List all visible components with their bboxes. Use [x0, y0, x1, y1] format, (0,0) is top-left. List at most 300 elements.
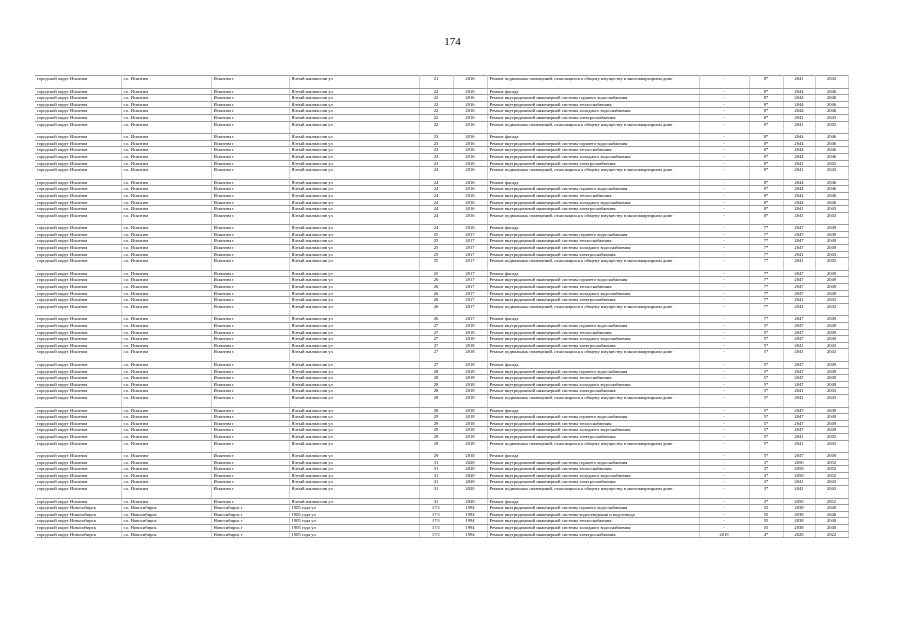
table-cell-settlement-type: г.о. Искитим — [121, 101, 211, 108]
table-cell-work-type: Ремонт фасада — [487, 88, 699, 95]
table-cell-work-type: Ремонт фасада — [487, 361, 699, 368]
table-cell-year-built: 2016 — [453, 114, 487, 121]
table-cell-district: городской округ Искитим — [35, 160, 121, 167]
table-row — [35, 277, 848, 284]
table-cell-cost-code: 8* — [749, 153, 783, 160]
table-cell-street: Ялтый жилмассив ул — [289, 212, 419, 225]
table-cell-street: Ялтый жилмассив ул — [289, 251, 419, 258]
table-cell-district: городской округ Искитим — [35, 284, 121, 291]
table-cell-work-type: Ремонт внутридомовой инженерной системы электроснабжения — [487, 342, 699, 349]
table-cell-start-year: 2041 — [783, 440, 815, 453]
table-cell-settlement-type: г.о. Искитим — [121, 121, 211, 134]
table-cell-district: городской округ Искитим — [35, 238, 121, 245]
table-cell-settlement-type: г.о. Искитим — [121, 440, 211, 453]
table-row — [35, 186, 848, 193]
table-cell-house: 29 — [419, 414, 453, 421]
table-cell-year-built: 2016 — [453, 76, 487, 89]
table-cell-cost-code: 5* — [749, 375, 783, 382]
table-cell-settlement: Искитим г — [211, 433, 289, 440]
table-cell-year-built: 2018 — [453, 342, 487, 349]
table-cell-cost-code: 8* — [749, 101, 783, 108]
table-cell-start-year: 2047 — [783, 231, 815, 238]
table-cell-street: Ялтый жилмассив ул — [289, 290, 419, 297]
table-cell-house: 23 — [419, 134, 453, 141]
table-cell-house: 29 — [419, 440, 453, 453]
table-cell-street: Ялтый жилмассив ул — [289, 486, 419, 499]
table-cell-start-year: 2044 — [783, 153, 815, 160]
table-row — [35, 238, 848, 245]
table-row — [35, 290, 848, 297]
table-cell-district: городской округ Искитим — [35, 459, 121, 466]
table-cell-start-year: 2044 — [783, 108, 815, 115]
table-cell-house: 22 — [419, 114, 453, 121]
table-cell-street: 1905 года ул — [289, 525, 419, 532]
table-cell-house: 31 — [419, 479, 453, 486]
table-cell-cost-code: 5* — [749, 329, 783, 336]
table-cell-cost-code: 8* — [749, 212, 783, 225]
table-cell-settlement-type: г.о. Искитим — [121, 375, 211, 382]
table-cell-start-year: 2038 — [783, 511, 815, 518]
table-cell-settlement-type: г.о. Искитим — [121, 140, 211, 147]
table-cell-district: городской округ Искитим — [35, 212, 121, 225]
table-cell-start-year: 2050 — [783, 466, 815, 473]
table-cell-year-built: 1994 — [453, 511, 487, 518]
table-cell-completed-year: - — [699, 147, 749, 154]
table-cell-start-year: 2041 — [783, 251, 815, 258]
table-row — [35, 192, 848, 199]
table-cell-work-type: Ремонт внутридомовой инженерной системы теплоснабжения — [487, 420, 699, 427]
table-cell-settlement: Искитим г — [211, 486, 289, 499]
table-row — [35, 121, 848, 134]
table-cell-settlement-type: г.о. Искитим — [121, 486, 211, 499]
table-cell-settlement: Новосибирск г — [211, 505, 289, 512]
table-cell-year-built: 2016 — [453, 88, 487, 95]
table-cell-start-year: 2044 — [783, 179, 815, 186]
table-cell-work-type: Ремонт подвальных помещений, относящихся к общему имуществу в многоквартирном доме — [487, 212, 699, 225]
table-cell-end-year: 2043 — [815, 160, 848, 167]
table-cell-year-built: 2016 — [453, 206, 487, 213]
table-cell-settlement: Искитим г — [211, 167, 289, 180]
table-cell-cost-code: 8* — [749, 179, 783, 186]
table-cell-year-built: 2017 — [453, 270, 487, 277]
table-row — [35, 381, 848, 388]
table-row — [35, 245, 848, 252]
table-cell-year-built: 2016 — [453, 192, 487, 199]
table-cell-settlement-type: г.о. Искитим — [121, 284, 211, 291]
table-cell-work-type: Ремонт внутридомовой инженерной системы холодного водоснабжения — [487, 245, 699, 252]
table-cell-house: 26 — [419, 303, 453, 316]
table-cell-work-type: Ремонт подвальных помещений, относящихся к общему имуществу в многоквартирном доме — [487, 394, 699, 407]
table-cell-start-year: 2044 — [783, 101, 815, 108]
table-cell-end-year: 2049 — [815, 225, 848, 232]
table-cell-house: 28 — [419, 388, 453, 395]
table-cell-cost-code: 3* — [749, 498, 783, 505]
table-cell-year-built: 2016 — [453, 147, 487, 154]
table-cell-end-year: 2049 — [815, 290, 848, 297]
table-cell-settlement-type: г.о. Искитим — [121, 394, 211, 407]
table-cell-settlement-type: г.о. Искитим — [121, 199, 211, 206]
table-cell-year-built: 2017 — [453, 303, 487, 316]
table-cell-work-type: Ремонт внутридомовой инженерной системы теплоснабжения — [487, 466, 699, 473]
table-cell-street: 1905 года ул — [289, 505, 419, 512]
table-cell-district: городской округ Искитим — [35, 368, 121, 375]
table-cell-start-year: 2041 — [783, 76, 815, 89]
table-cell-district: городской округ Новосибирск — [35, 511, 121, 518]
table-cell-district: городской округ Искитим — [35, 394, 121, 407]
table-cell-start-year: 2047 — [783, 270, 815, 277]
table-cell-settlement-type: г.о. Искитим — [121, 381, 211, 388]
table-cell-settlement: Искитим г — [211, 329, 289, 336]
table-cell-year-built: 2016 — [453, 225, 487, 232]
table-cell-street: Ялтый жилмассив ул — [289, 414, 419, 421]
table-cell-settlement: Искитим г — [211, 420, 289, 427]
table-cell-street: Ялтый жилмассив ул — [289, 303, 419, 316]
table-cell-completed-year: - — [699, 349, 749, 362]
table-cell-cost-code: 8* — [749, 134, 783, 141]
table-cell-end-year: 2049 — [815, 361, 848, 368]
table-cell-district: городской округ Искитим — [35, 427, 121, 434]
table-cell-house: 23 — [419, 147, 453, 154]
table-cell-cost-code: 3* — [749, 459, 783, 466]
table-cell-house: 26 — [419, 316, 453, 323]
table-cell-work-type: Ремонт фасада — [487, 407, 699, 414]
table-cell-settlement: Искитим г — [211, 231, 289, 238]
table-cell-settlement: Искитим г — [211, 459, 289, 466]
table-cell-house: 25 — [419, 231, 453, 238]
table-cell-settlement-type: г.о. Искитим — [121, 368, 211, 375]
table-cell-completed-year: - — [699, 108, 749, 115]
table-cell-end-year: 2046 — [815, 95, 848, 102]
table-cell-completed-year: - — [699, 95, 749, 102]
table-cell-district: городской округ Искитим — [35, 486, 121, 499]
table-cell-settlement: Искитим г — [211, 388, 289, 395]
table-cell-year-built: 2017 — [453, 290, 487, 297]
table-cell-house: 17/1 — [419, 531, 453, 538]
table-cell-completed-year: - — [699, 466, 749, 473]
table-cell-year-built: 2018 — [453, 453, 487, 460]
table-cell-street: Ялтый жилмассив ул — [289, 420, 419, 427]
table-cell-street: Ялтый жилмассив ул — [289, 101, 419, 108]
table-cell-settlement-type: г.о. Искитим — [121, 316, 211, 323]
table-cell-settlement-type: г.о. Новосибирск — [121, 511, 211, 518]
table-cell-house: 26 — [419, 290, 453, 297]
table-cell-street: Ялтый жилмассив ул — [289, 361, 419, 368]
table-cell-cost-code: 5* — [749, 414, 783, 421]
table-cell-settlement-type: г.о. Искитим — [121, 388, 211, 395]
table-row — [35, 368, 848, 375]
table-cell-settlement-type: г.о. Искитим — [121, 361, 211, 368]
table-cell-completed-year: - — [699, 134, 749, 141]
table-cell-work-type: Ремонт внутридомовой инженерной системы теплоснабжения — [487, 284, 699, 291]
table-cell-settlement-type: г.о. Искитим — [121, 134, 211, 141]
table-cell-street: Ялтый жилмассив ул — [289, 225, 419, 232]
table-cell-settlement-type: г.о. Искитим — [121, 349, 211, 362]
table-cell-district: городской округ Искитим — [35, 290, 121, 297]
table-row — [35, 323, 848, 330]
table-cell-settlement: Искитим г — [211, 440, 289, 453]
table-cell-year-built: 2017 — [453, 238, 487, 245]
table-cell-district: городской округ Искитим — [35, 388, 121, 395]
table-cell-house: 23 — [419, 160, 453, 167]
table-cell-settlement-type: г.о. Искитим — [121, 459, 211, 466]
table-cell-settlement: Искитим г — [211, 238, 289, 245]
table-cell-cost-code: 8* — [749, 206, 783, 213]
table-cell-start-year: 2041 — [783, 297, 815, 304]
table-cell-completed-year: - — [699, 420, 749, 427]
table-cell-completed-year: - — [699, 375, 749, 382]
table-cell-end-year: 2046 — [815, 108, 848, 115]
table-cell-work-type: Ремонт фасада — [487, 179, 699, 186]
table-cell-cost-code: 7* — [749, 284, 783, 291]
table-cell-year-built: 2017 — [453, 297, 487, 304]
table-cell-completed-year: - — [699, 440, 749, 453]
table-cell-cost-code: 8* — [749, 147, 783, 154]
table-cell-settlement: Искитим г — [211, 284, 289, 291]
table-cell-year-built: 2016 — [453, 95, 487, 102]
table-cell-settlement-type: г.о. Искитим — [121, 76, 211, 89]
table-cell-house: 28 — [419, 375, 453, 382]
table-cell-year-built: 2020 — [453, 459, 487, 466]
table-cell-work-type: Ремонт внутридомовой инженерной системы электроснабжения — [487, 479, 699, 486]
table-cell-house: 27 — [419, 349, 453, 362]
table-cell-end-year: 2043 — [815, 349, 848, 362]
table-cell-work-type: Ремонт внутридомовой инженерной системы теплоснабжения — [487, 101, 699, 108]
table-cell-settlement: Искитим г — [211, 153, 289, 160]
table-cell-settlement-type: г.о. Искитим — [121, 323, 211, 330]
table-cell-settlement: Искитим г — [211, 121, 289, 134]
table-cell-end-year: 2040 — [815, 518, 848, 525]
table-cell-year-built: 2018 — [453, 420, 487, 427]
table-cell-end-year: 2049 — [815, 336, 848, 343]
table-row — [35, 440, 848, 453]
table-cell-completed-year: - — [699, 518, 749, 525]
table-body — [35, 76, 848, 538]
table-cell-house: 23 — [419, 167, 453, 180]
table-cell-house: 25 — [419, 251, 453, 258]
table-cell-house: 23 — [419, 153, 453, 160]
table-cell-completed-year: - — [699, 140, 749, 147]
table-cell-street: Ялтый жилмассив ул — [289, 134, 419, 141]
table-cell-house: 25 — [419, 270, 453, 277]
table-row — [35, 231, 848, 238]
table-cell-end-year: 2049 — [815, 329, 848, 336]
table-cell-work-type: Ремонт внутридомовой инженерной системы горячего водоснабжения — [487, 323, 699, 330]
table-cell-settlement: Искитим г — [211, 270, 289, 277]
table-cell-completed-year: - — [699, 433, 749, 440]
table-cell-settlement-type: г.о. Искитим — [121, 407, 211, 414]
table-cell-street: Ялтый жилмассив ул — [289, 472, 419, 479]
table-row — [35, 420, 848, 427]
table-cell-end-year: 2043 — [815, 342, 848, 349]
table-cell-end-year: 2052 — [815, 472, 848, 479]
table-cell-completed-year: - — [699, 290, 749, 297]
table-cell-work-type: Ремонт фасада — [487, 270, 699, 277]
table-cell-settlement-type: г.о. Искитим — [121, 414, 211, 421]
table-cell-street: Ялтый жилмассив ул — [289, 147, 419, 154]
table-cell-settlement-type: г.о. Искитим — [121, 420, 211, 427]
table-row — [35, 459, 848, 466]
table-cell-settlement: Искитим г — [211, 140, 289, 147]
table-cell-work-type: Ремонт внутридомовой инженерной системы холодного водоснабжения — [487, 153, 699, 160]
table-cell-year-built: 2016 — [453, 199, 487, 206]
table-cell-year-built: 2016 — [453, 101, 487, 108]
table-cell-cost-code: 55 — [749, 525, 783, 532]
table-row — [35, 134, 848, 141]
table-cell-work-type: Ремонт фасада — [487, 453, 699, 460]
table-cell-house: 17/1 — [419, 505, 453, 512]
table-cell-start-year: 2047 — [783, 316, 815, 323]
table-cell-street: Ялтый жилмассив ул — [289, 394, 419, 407]
table-row — [35, 114, 848, 121]
table-cell-street: Ялтый жилмассив ул — [289, 323, 419, 330]
table-cell-street: Ялтый жилмассив ул — [289, 336, 419, 343]
table-cell-work-type: Ремонт внутридомовой инженерной системы холодного водоснабжения — [487, 381, 699, 388]
table-cell-start-year: 2047 — [783, 225, 815, 232]
table-cell-district: городской округ Новосибирск — [35, 531, 121, 538]
table-cell-house: 21 — [419, 76, 453, 89]
table-cell-start-year: 2041 — [783, 160, 815, 167]
table-cell-district: городской округ Искитим — [35, 134, 121, 141]
table-cell-house: 22 — [419, 95, 453, 102]
table-cell-settlement-type: г.о. Искитим — [121, 479, 211, 486]
table-cell-settlement: Искитим г — [211, 427, 289, 434]
table-cell-district: городской округ Искитим — [35, 479, 121, 486]
table-cell-start-year: 2041 — [783, 349, 815, 362]
table-cell-work-type: Ремонт внутридомовой инженерной системы теплоснабжения — [487, 238, 699, 245]
table-cell-end-year: 2052 — [815, 498, 848, 505]
table-cell-completed-year: - — [699, 238, 749, 245]
table-cell-settlement-type: г.о. Искитим — [121, 225, 211, 232]
table-cell-start-year: 2050 — [783, 472, 815, 479]
table-cell-settlement-type: г.о. Искитим — [121, 88, 211, 95]
table-cell-district: городской округ Новосибирск — [35, 518, 121, 525]
table-cell-settlement-type: г.о. Искитим — [121, 179, 211, 186]
table-cell-street: Ялтый жилмассив ул — [289, 479, 419, 486]
table-row — [35, 388, 848, 395]
table-cell-street: Ялтый жилмассив ул — [289, 192, 419, 199]
table-cell-district: городской округ Искитим — [35, 186, 121, 193]
table-cell-completed-year: - — [699, 114, 749, 121]
table-row — [35, 531, 848, 538]
table-cell-cost-code: 7* — [749, 231, 783, 238]
table-cell-start-year: 2047 — [783, 290, 815, 297]
table-row — [35, 303, 848, 316]
table-cell-settlement-type: г.о. Искитим — [121, 342, 211, 349]
table-cell-settlement: Искитим г — [211, 453, 289, 460]
table-cell-house: 25 — [419, 238, 453, 245]
table-cell-settlement-type: г.о. Искитим — [121, 329, 211, 336]
table-cell-year-built: 2018 — [453, 329, 487, 336]
table-cell-settlement: Искитим г — [211, 472, 289, 479]
table-row — [35, 297, 848, 304]
table-cell-end-year: 2046 — [815, 186, 848, 193]
table-cell-cost-code: 8* — [749, 140, 783, 147]
table-cell-work-type: Ремонт внутридомовой инженерной системы электроснабжения — [487, 251, 699, 258]
table-cell-year-built: 2018 — [453, 375, 487, 382]
table-cell-end-year: 2049 — [815, 231, 848, 238]
table-row — [35, 88, 848, 95]
table-cell-start-year: 2041 — [783, 258, 815, 271]
table-cell-settlement: Искитим г — [211, 407, 289, 414]
table-row — [35, 225, 848, 232]
table-cell-end-year: 2043 — [815, 486, 848, 499]
table-cell-settlement: Искитим г — [211, 297, 289, 304]
table-cell-district: городской округ Искитим — [35, 498, 121, 505]
table-cell-end-year: 2043 — [815, 76, 848, 89]
table-cell-work-type: Ремонт внутридомовой инженерной системы холодного водоснабжения — [487, 199, 699, 206]
table-cell-work-type: Ремонт подвальных помещений, относящихся к общему имуществу в многоквартирном доме — [487, 167, 699, 180]
table-cell-settlement: Искитим г — [211, 498, 289, 505]
table-cell-district: городской округ Искитим — [35, 336, 121, 343]
table-cell-work-type: Ремонт внутридомовой инженерной системы электроснабжения — [487, 206, 699, 213]
table-cell-settlement: Искитим г — [211, 368, 289, 375]
table-cell-work-type: Ремонт внутридомовой инженерной системы холодного водоснабжения — [487, 108, 699, 115]
table-cell-settlement-type: г.о. Искитим — [121, 160, 211, 167]
table-cell-district: городской округ Искитим — [35, 245, 121, 252]
table-cell-year-built: 2018 — [453, 388, 487, 395]
table-cell-end-year: 2046 — [815, 147, 848, 154]
table-row — [35, 336, 848, 343]
table-cell-end-year: 2049 — [815, 284, 848, 291]
table-cell-completed-year: - — [699, 160, 749, 167]
table-cell-settlement: Искитим г — [211, 95, 289, 102]
table-cell-cost-code: 5* — [749, 388, 783, 395]
table-cell-settlement: Искитим г — [211, 466, 289, 473]
table-cell-cost-code: 5* — [749, 381, 783, 388]
table-cell-completed-year: - — [699, 525, 749, 532]
table-cell-year-built: 2020 — [453, 472, 487, 479]
table-cell-street: Ялтый жилмассив ул — [289, 140, 419, 147]
table-cell-settlement-type: г.о. Искитим — [121, 238, 211, 245]
table-cell-completed-year: - — [699, 511, 749, 518]
table-cell-cost-code: 55 — [749, 518, 783, 525]
table-cell-settlement-type: г.о. Искитим — [121, 472, 211, 479]
table-cell-start-year: 2044 — [783, 192, 815, 199]
table-cell-district: городской округ Искитим — [35, 114, 121, 121]
table-cell-street: Ялтый жилмассив ул — [289, 160, 419, 167]
table-cell-completed-year: - — [699, 225, 749, 232]
table-cell-end-year: 2049 — [815, 414, 848, 421]
table-cell-completed-year: - — [699, 153, 749, 160]
table-cell-year-built: 2016 — [453, 153, 487, 160]
table-cell-district: городской округ Искитим — [35, 270, 121, 277]
table-cell-start-year: 2050 — [783, 459, 815, 466]
table-cell-district: городской округ Искитим — [35, 121, 121, 134]
table-cell-house: 27 — [419, 323, 453, 330]
table-row — [35, 108, 848, 115]
table-cell-house: 22 — [419, 108, 453, 115]
table-cell-district: городской округ Искитим — [35, 95, 121, 102]
table-cell-cost-code: 55 — [749, 511, 783, 518]
table-cell-end-year: 2046 — [815, 88, 848, 95]
table-cell-start-year: 2044 — [783, 95, 815, 102]
table-cell-completed-year: - — [699, 323, 749, 330]
table-cell-start-year: 2041 — [783, 342, 815, 349]
table-cell-district: городской округ Искитим — [35, 342, 121, 349]
table-cell-year-built: 2018 — [453, 394, 487, 407]
table-cell-year-built: 2017 — [453, 284, 487, 291]
table-cell-settlement: Искитим г — [211, 108, 289, 115]
table-cell-work-type: Ремонт подвальных помещений, относящихся к общему имуществу в многоквартирном доме — [487, 258, 699, 271]
table-cell-start-year: 2047 — [783, 375, 815, 382]
table-cell-settlement-type: г.о. Искитим — [121, 303, 211, 316]
table-cell-district: городской округ Искитим — [35, 231, 121, 238]
table-cell-district: городской округ Искитим — [35, 420, 121, 427]
table-cell-cost-code: 7* — [749, 270, 783, 277]
table-cell-end-year: 2043 — [815, 394, 848, 407]
table-cell-street: Ялтый жилмассив ул — [289, 108, 419, 115]
table-cell-work-type: Ремонт внутридомовой инженерной системы горячего водоснабжения — [487, 186, 699, 193]
